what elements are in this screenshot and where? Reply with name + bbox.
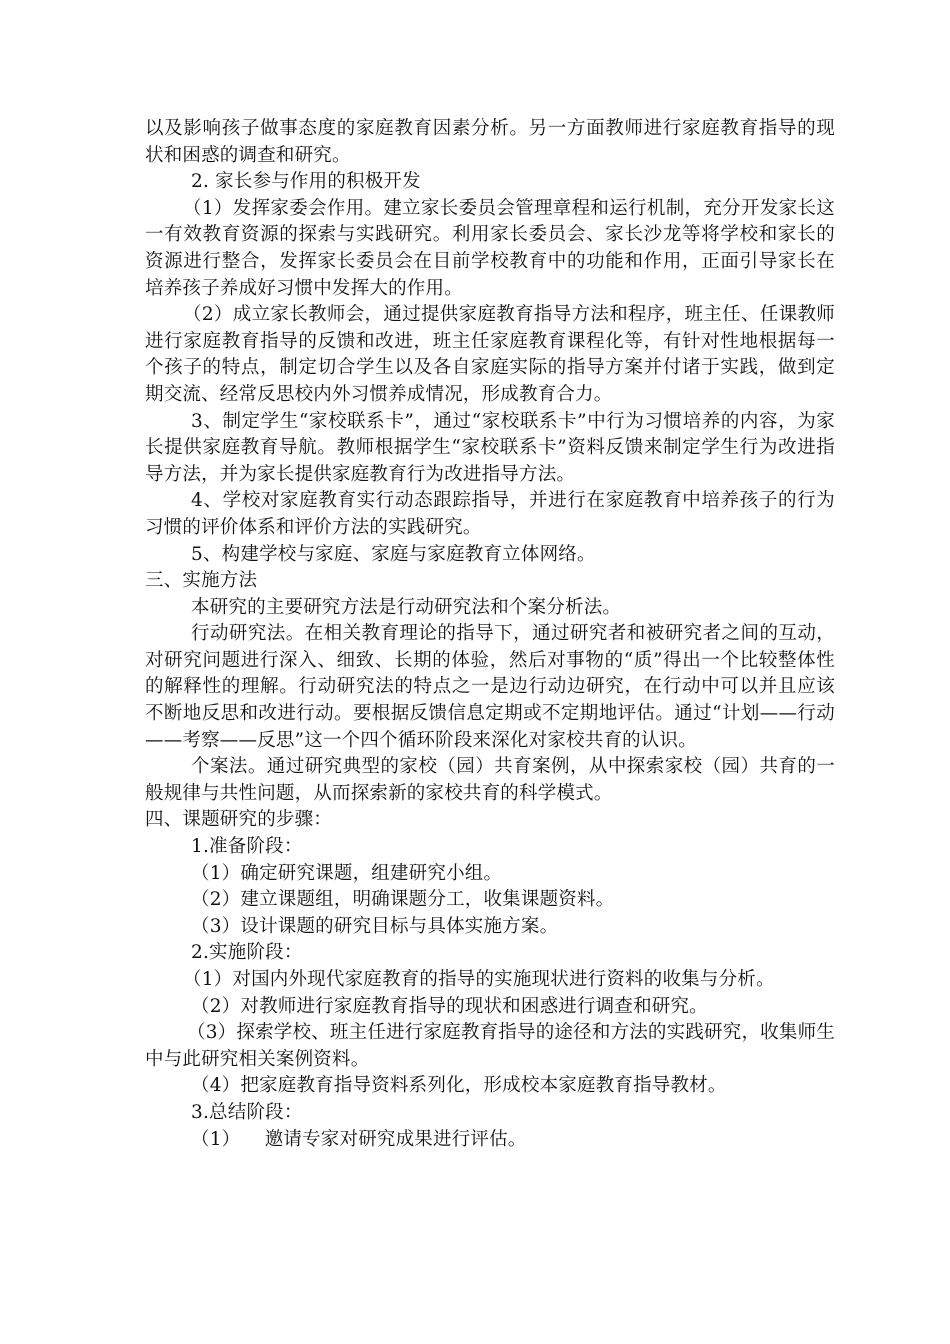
paragraph: 4、学校对家庭教育实行动态跟踪指导，并进行在家庭教育中培养孩子的行为习惯的评价体系和评价方法的实践研究。 (145, 490, 835, 538)
section-heading: 2. 家长参与作用的积极开发 (191, 171, 421, 193)
list-item: （1） 邀请专家对研究成果进行评估。 (191, 1128, 527, 1150)
paragraph: 5、构建学校与家庭、家庭与家庭教育立体网络。 (191, 543, 596, 565)
paragraph: （2）成立家长教师会，通过提供家庭教育指导方法和程序，班主任、任课教师进行家庭教育指导的反馈和改进，班主任家庭教育课程化等，有针对性地根据每一个孩子的特点，制定切合学生以及各自家庭实际的指导方案并付诸于实践，做到定期交流、经常反思校内外习惯养成情况，形成教育合力。 (145, 304, 835, 405)
list-item: （4）把家庭教育指导资料系列化，形成校本家庭教育指导教材。 (191, 1075, 727, 1097)
paragraph: 本研究的主要研究方法是行动研究法和个案分析法。 (191, 596, 622, 618)
list-item: （1）确定研究课题，组建研究小组。 (191, 862, 503, 884)
paragraph: 行动研究法。在相关教育理论的指导下，通过研究者和被研究者之间的互动，对研究问题进行深入、细致、长期的体验，然后对事物的“质”得出一个比较整体性的解释性的理解。行动研究法的特点之一是边行动边研究，在行动中可以并且应该不断地反思和改进行动。要根据反馈信息定期或不定期地评估。通过“计划——行动——考察——反思”这一个四个循环阶段来深化对家校共育的认识。 (145, 623, 835, 751)
subsection-heading: 3.总结阶段： (191, 1101, 303, 1123)
subsection-heading: 2.实施阶段： (191, 942, 303, 964)
list-item: （2）对教师进行家庭教育指导的现状和困惑进行调查和研究。 (191, 995, 708, 1017)
paragraph: 以及影响孩子做事态度的家庭教育因素分析。另一方面教师进行家庭教育指导的现状和困惑的调查和研究。 (145, 118, 835, 166)
paragraph: 个案法。通过研究典型的家校（园）共育案例，从中探索家校（园）共育的一般规律与共性问题，从而探索新的家校共育的科学模式。 (145, 756, 835, 804)
list-item: （3）设计课题的研究目标与具体实施方案。 (191, 915, 559, 937)
subsection-heading: 1.准备阶段： (191, 836, 303, 858)
list-item: （3）探索学校、班主任进行家庭教育指导的途径和方法的实践研究，收集师生中与此研究相关案例资料。 (145, 1022, 835, 1070)
section-heading: 四、课题研究的步骤： (145, 809, 333, 831)
paragraph: （1）发挥家委会作用。建立家长委员会管理章程和运行机制，充分开发家长这一有效教育资源的探索与实践研究。利用家长委员会、家长沙龙等将学校和家长的资源进行整合，发挥家长委员会在目前学校教育中的功能和作用，正面引导家长在培养孩子养成好习惯中发挥大的作用。 (145, 197, 835, 299)
list-item: （2）建立课题组，明确课题分工，收集课题资料。 (191, 889, 615, 911)
section-heading: 三、实施方法 (145, 570, 258, 592)
list-item: （1）对国内外现代家庭教育的指导的实施现状进行资料的收集与分析。 (183, 969, 775, 990)
document-body (145, 116, 835, 1153)
paragraph: 3、制定学生“家校联系卡”，通过“家校联系卡”中行为习惯培养的内容，为家长提供家庭教育导航。教师根据学生“家校联系卡”资料反馈来制定学生行为改进指导方法，并为家长提供家庭教育行为改进指导方法。 (145, 410, 835, 485)
